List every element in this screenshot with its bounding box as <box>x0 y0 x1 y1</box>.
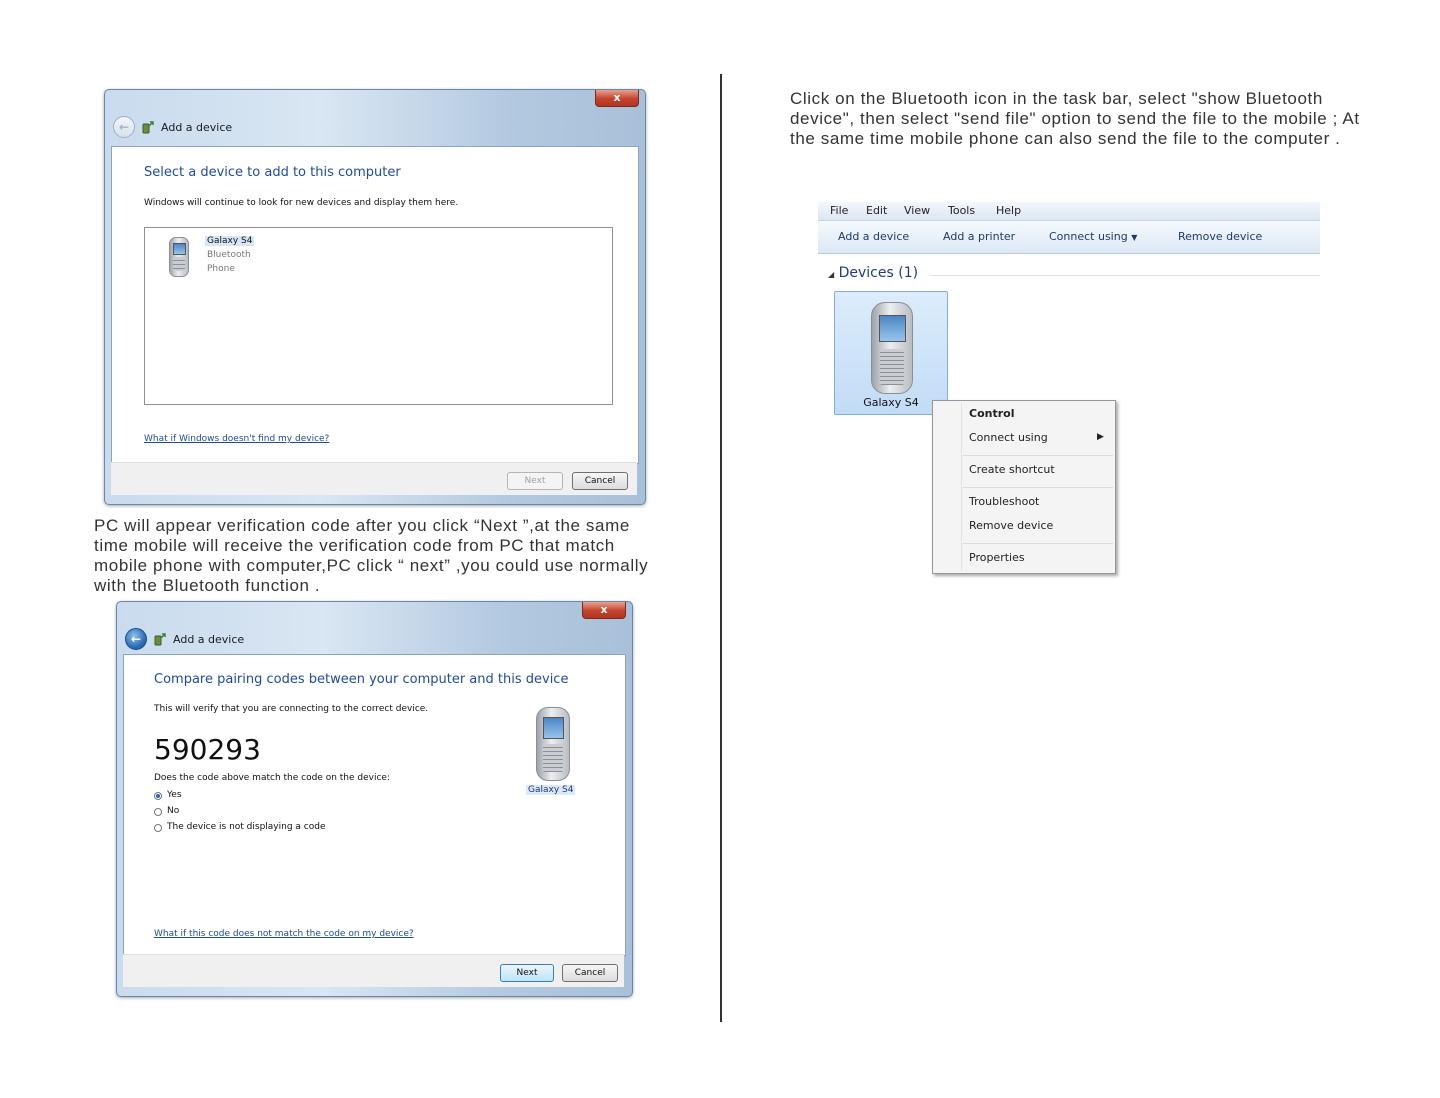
add-device-dialog-search <box>104 89 646 505</box>
menu-item-remove-device[interactable]: Remove device <box>969 519 1054 532</box>
menu-item-properties[interactable]: Properties <box>969 551 1025 564</box>
dialog-heading: Select a device to add to this computer <box>144 165 401 180</box>
phone-icon <box>536 707 570 781</box>
window-title: Add a device <box>161 120 233 134</box>
device-list-item[interactable] <box>165 234 275 282</box>
submenu-arrow-icon: ▶ <box>1097 432 1104 442</box>
radio-button[interactable] <box>154 792 162 800</box>
menu-edit[interactable]: Edit <box>866 204 888 217</box>
menu-item-control[interactable]: Control <box>969 407 1015 420</box>
menu-view[interactable]: View <box>904 204 931 217</box>
next-button[interactable]: Next <box>500 964 554 982</box>
phone-icon <box>871 302 913 394</box>
remove-device-command[interactable]: Remove device <box>1178 230 1263 243</box>
radio-label: The device is not displaying a code <box>167 822 326 832</box>
menu-separator <box>963 487 1113 488</box>
menu-separator <box>963 455 1113 456</box>
radio-label: No <box>167 806 180 816</box>
next-button[interactable]: Next <box>507 472 563 490</box>
radio-label: Yes <box>167 790 182 800</box>
radio-option-no[interactable] <box>154 806 274 818</box>
radio-option-no-code[interactable] <box>154 822 374 834</box>
add-device-icon <box>141 120 155 134</box>
back-arrow-icon: ← <box>130 632 142 646</box>
add-device-dialog-pairing <box>116 601 633 997</box>
back-button[interactable] <box>113 116 135 138</box>
dialog-body <box>123 654 626 956</box>
close-button[interactable]: x <box>582 602 626 619</box>
device-type: Bluetooth <box>207 250 251 260</box>
dialog-body <box>111 146 639 464</box>
command-bar <box>818 221 1320 254</box>
dropdown-arrow-icon: ▼ <box>1131 233 1138 242</box>
radio-button[interactable] <box>154 808 162 816</box>
devices-group-header[interactable] <box>828 265 918 281</box>
dialog-subtitle: This will verify that you are connecting to the correct device. <box>154 704 429 714</box>
add-device-icon <box>153 632 167 646</box>
menu-separator <box>963 543 1113 544</box>
page-divider <box>720 74 722 1022</box>
cancel-button[interactable]: Cancel <box>562 964 618 982</box>
help-link[interactable]: What if Windows doesn't find my device? <box>144 434 330 444</box>
pairing-code: 590293 <box>154 733 261 766</box>
menu-file[interactable]: File <box>830 204 849 217</box>
device-name: Galaxy S4 <box>863 396 919 409</box>
menu-item-connect-using[interactable]: Connect using <box>969 431 1048 444</box>
menu-help[interactable]: Help <box>996 204 1022 217</box>
back-button[interactable] <box>125 628 147 650</box>
menu-bar <box>818 202 1320 221</box>
caption-verification: PC will appear verification code after you click “Next ”,at the same time mobile will receive the verification code from PC that match mobile phone with computer,PC click “ next” ,you could use normally with the Bluetooth function . <box>94 516 649 595</box>
menu-gutter <box>961 403 962 571</box>
device-tile-galaxy-s4[interactable] <box>834 291 948 415</box>
window-title: Add a device <box>173 632 245 646</box>
match-question: Does the code above match the code on the device: <box>154 773 390 783</box>
cancel-button[interactable]: Cancel <box>572 472 628 490</box>
collapse-triangle-icon: ◢ <box>828 270 835 279</box>
menu-item-troubleshoot[interactable]: Troubleshoot <box>969 495 1040 508</box>
radio-option-yes[interactable] <box>154 790 274 802</box>
add-device-command[interactable]: Add a device <box>838 230 910 243</box>
menu-tools[interactable]: Tools <box>948 204 976 217</box>
connect-using-label: Connect using <box>1049 230 1128 243</box>
menu-item-create-shortcut[interactable]: Create shortcut <box>969 463 1055 476</box>
device-name: Galaxy S4 <box>207 236 253 246</box>
device-category: Phone <box>207 264 235 274</box>
dialog-footer <box>111 462 637 495</box>
close-button[interactable]: x <box>595 90 639 107</box>
back-arrow-icon: ← <box>118 120 130 134</box>
title-bar <box>113 114 232 140</box>
phone-icon <box>169 237 189 277</box>
context-menu <box>932 400 1116 574</box>
add-printer-command[interactable]: Add a printer <box>943 230 1016 243</box>
device-name: Galaxy S4 <box>528 785 574 795</box>
radio-button[interactable] <box>154 824 162 832</box>
help-link[interactable]: What if this code does not match the code on my device? <box>154 929 414 939</box>
dialog-heading: Compare pairing codes between your computer and this device <box>154 672 569 687</box>
connect-using-command[interactable] <box>1049 230 1137 243</box>
dialog-subtitle: Windows will continue to look for new devices and display them here. <box>144 198 459 208</box>
dialog-footer <box>123 954 624 987</box>
group-title: Devices (1) <box>838 265 919 281</box>
caption-send-file: Click on the Bluetooth icon in the task bar, select "show Bluetooth device", then select "send file" option to send the file to the mobile ; At the same time mobile phone can also send the file to the computer . <box>790 89 1360 148</box>
title-bar <box>125 626 244 652</box>
device-list <box>144 227 613 405</box>
group-divider <box>930 275 1320 276</box>
